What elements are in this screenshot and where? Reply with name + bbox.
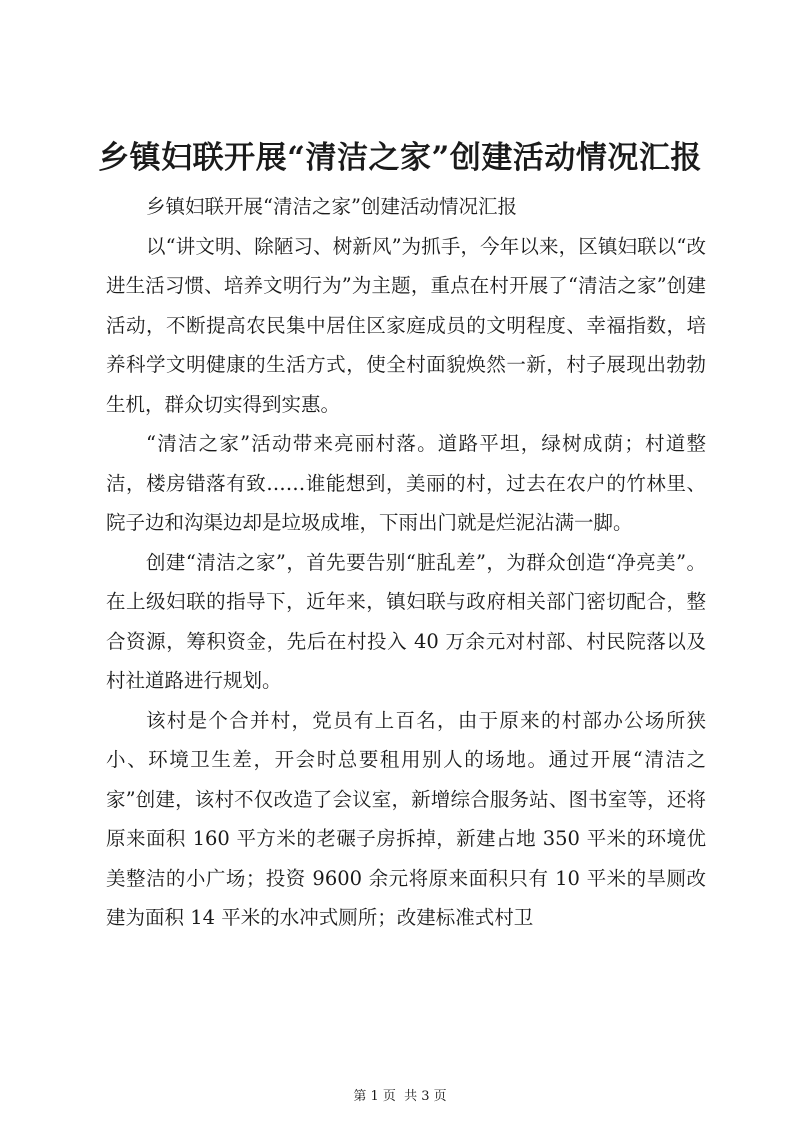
body-paragraph: 以“讲文明、除陋习、树新风”为抓手，今年以来，区镇妇联以“改进生活习惯、培养文明行为”为主题，重点在村开展了“清洁之家”创建活动，不断提高农民集中居住区家庭成员的文明程度、幸福指数，培养科学文明健康的生活方式，使全村面貌焕然一新，村子展现出勃勃生机，群众切实得到实惠。 [106, 234, 706, 416]
body-paragraph: 创建“清洁之家”，首先要告别“脏乱差”，为群众创造“净亮美”。在上级妇联的指导下，近年来，镇妇联与政府相关部门密切配合，整合资源，筹积资金，先后在村投入 40 万余元对村部、村民院落以及村社道路进行规划。 [106, 550, 706, 692]
body-paragraph: 该村是个合并村，党员有上百名，由于原来的村部办公场所狭小、环境卫生差，开会时总要租用别人的场地。通过开展“清洁之家”创建，该村不仅改造了会议室，新增综合服务站、图书室等，还将原来面积 160 平方米的老碾子房拆掉，新建占地 350 平米的环境优美整洁的小广场；投资 9600 余元将原来面积只有 10 平米的旱厕改建为面积 14 平米的水冲式厕所；改建标准式村卫 [106, 708, 706, 929]
page-number: 第 1 页 [353, 1089, 396, 1104]
document-title: 乡镇妇联开展“清洁之家”创建活动情况汇报 [98, 140, 702, 176]
document-body [106, 187, 706, 938]
page-total: 共 3 页 [404, 1089, 447, 1104]
page-footer [0, 1088, 800, 1106]
body-paragraph: “清洁之家”活动带来亮丽村落。道路平坦，绿树成荫；村道整洁，楼房错落有致……谁能想到，美丽的村，过去在农户的竹林里、院子边和沟渠边却是垃圾成堆，下雨出门就是烂泥沾满一脚。 [106, 432, 706, 534]
subtitle-paragraph: 乡镇妇联开展“清洁之家”创建活动情况汇报 [146, 195, 517, 218]
